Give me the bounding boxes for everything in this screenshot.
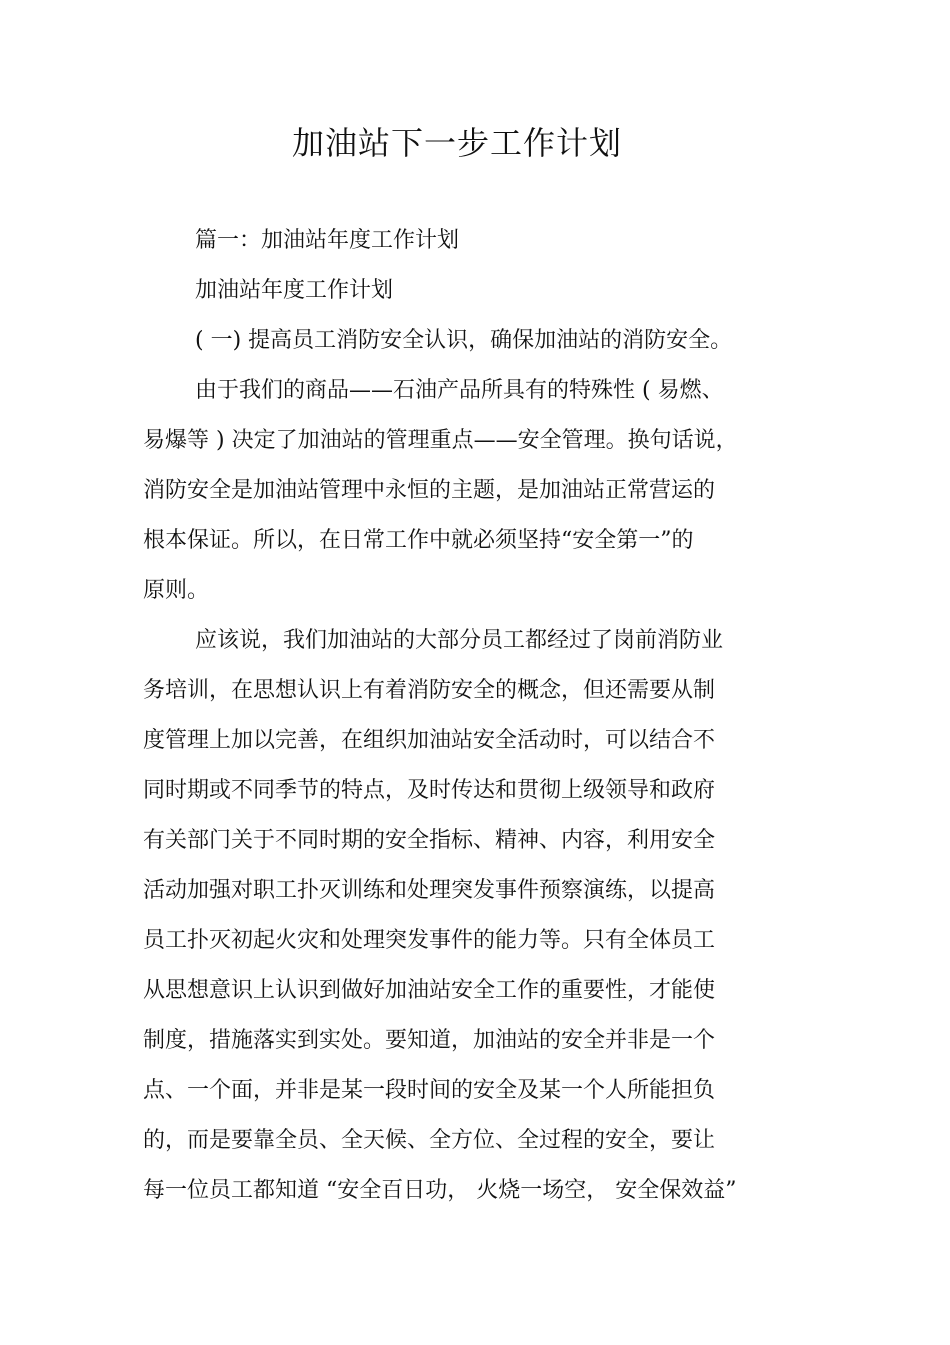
paragraph-line: 活动加强对职工扑灭训练和处理突发事件预察演练，以提高 <box>143 878 716 903</box>
subsection-heading: 加油站年度工作计划 <box>195 278 394 303</box>
paragraph-line: 从思想意识上认识到做好加油站安全工作的重要性，才能使 <box>143 978 716 1003</box>
paragraph-line: 每一位员工都知道 “安全百日功， 火烧一场空， 安全保效益” <box>143 1178 737 1203</box>
paragraph-line: 消防安全是加油站管理中永恒的主题，是加油站正常营运的 <box>143 478 716 503</box>
document-title: 加油站下一步工作计划 <box>291 124 622 162</box>
paragraph-line: 制度，措施落实到实处。要知道，加油站的安全并非是一个 <box>143 1028 716 1053</box>
paragraph-line: 度管理上加以完善，在组织加油站安全活动时，可以结合不 <box>143 728 716 753</box>
item-heading: ( 一) 提高员工消防安全认识，确保加油站的消防安全。 <box>195 328 733 353</box>
section-heading: 篇一：加油站年度工作计划 <box>195 228 460 253</box>
paragraph-line: 同时期或不同季节的特点，及时传达和贯彻上级领导和政府 <box>143 778 716 803</box>
paragraph-line: 员工扑灭初起火灾和处理突发事件的能力等。只有全体员工 <box>143 928 716 953</box>
paragraph-line: 易爆等 ) 决定了加油站的管理重点——安全管理。换句话说， <box>143 428 738 453</box>
paragraph-line: 由于我们的商品——石油产品所具有的特殊性 ( 易燃、 <box>195 378 724 403</box>
paragraph-line: 的，而是要靠全员、全天候、全方位、全过程的安全，要让 <box>143 1128 716 1153</box>
paragraph-line: 务培训，在思想认识上有着消防安全的概念，但还需要从制 <box>143 678 716 703</box>
paragraph-line: 根本保证。所以，在日常工作中就必须坚持“安全第一”的 <box>143 528 694 553</box>
paragraph-line: 有关部门关于不同时期的安全指标、精神、内容，利用安全 <box>143 828 716 853</box>
paragraph-line: 原则。 <box>143 578 210 603</box>
paragraph-line: 点、一个面，并非是某一段时间的安全及某一个人所能担负 <box>143 1078 716 1103</box>
paragraph-line: 应该说，我们加油站的大部分员工都经过了岗前消防业 <box>195 628 724 653</box>
